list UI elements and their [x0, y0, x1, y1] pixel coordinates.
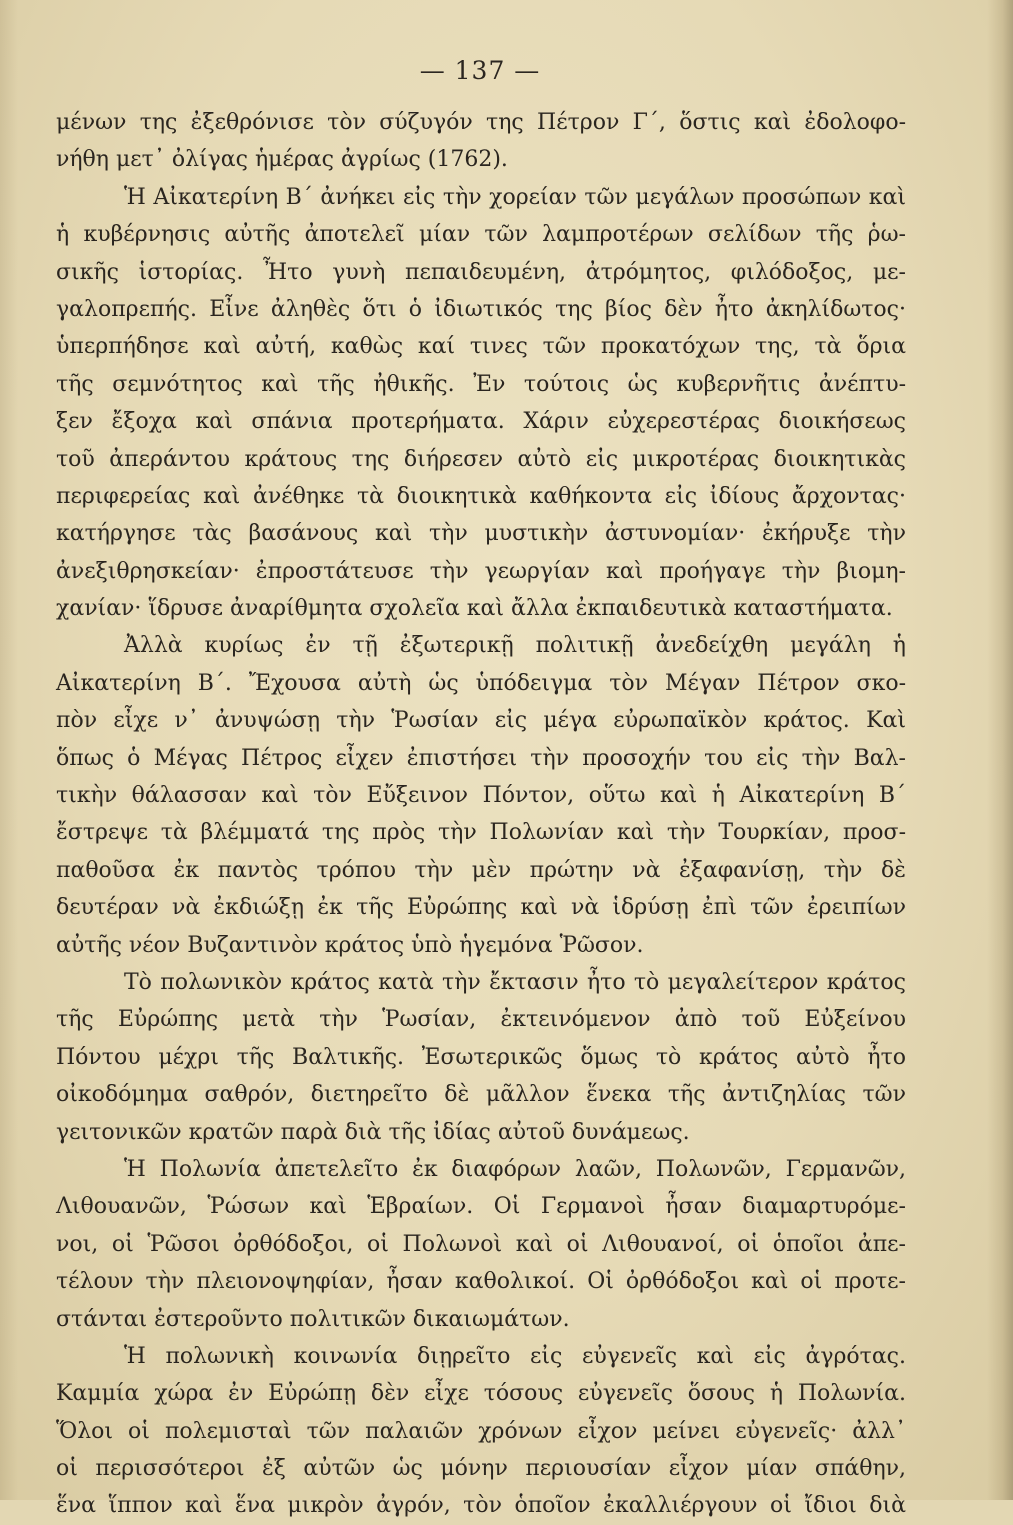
text-line: Πόντου μέχρι τῆς Βαλτικῆς. Ἐσωτερικῶς ὅμως τὸ κράτος αὐτὸ ἦτο: [56, 1044, 906, 1070]
body-text: [56, 104, 906, 1525]
text-line: τῆς Εὐρώπης μετὰ τὴν Ῥωσίαν, ἐκτεινόμενον ἀπὸ τοῦ Εὐξείνου: [56, 1007, 906, 1033]
text-line: σικῆς ἱστορίας. Ἦτο γυνὴ πεπαιδευμένη, ἀτρόμητος, φιλόδοξος, με-: [56, 259, 906, 285]
text-line: τοῦ ἀπεράντου κράτους της διήρεσεν αὐτὸ εἰς μικροτέρας διοικητικὰς: [56, 446, 906, 472]
text-line: περιφερείας καὶ ἀνέθηκε τὰ διοικητικὰ καθήκοντα εἰς ἰδίους ἄρχοντας·: [56, 483, 906, 509]
text-line: ἔστρεψε τὰ βλέμματά της πρὸς τὴν Πολωνίαν καὶ τὴν Τουρκίαν, προσ-: [56, 820, 906, 846]
text-line: νήθη μετ᾽ ὀλίγας ἡμέρας ἀγρίως (1762).: [56, 147, 508, 173]
text-line: Ἀλλὰ κυρίως ἐν τῇ ἐξωτερικῇ πολιτικῇ ἀνεδείχθη μεγάλη ἡ: [124, 633, 906, 659]
text-line: Ἡ Αἰκατερίνη Β΄ ἀνήκει εἰς τὴν χορείαν τῶν μεγάλων προσώπων καὶ: [124, 184, 906, 210]
text-line: Τὸ πολωνικὸν κράτος κατὰ τὴν ἔκτασιν ἦτο τὸ μεγαλείτερον κράτος: [124, 969, 906, 995]
text-line: Λιθουανῶν, Ῥώσων καὶ Ἑβραίων. Οἱ Γερμανοὶ ἦσαν διαμαρτυρόμε-: [56, 1194, 906, 1220]
text-line: τῆς σεμνότητος καὶ τῆς ἠθικῆς. Ἐν τούτοις ὡς κυβερνῆτις ἀνέπτυ-: [56, 371, 906, 397]
text-line: ἀνεξιθρησκείαν· ἐπροστάτευσε τὴν γεωργίαν καὶ προήγαγε τὴν βιομη-: [56, 558, 906, 584]
page-number: — 137 —: [419, 56, 541, 85]
text-line: γειτονικῶν κρατῶν παρὰ διὰ τῆς ἰδίας αὐτοῦ δυνάμεως.: [56, 1119, 690, 1145]
text-line: Ἡ πολωνικὴ κοινωνία διῃρεῖτο εἰς εὐγενεῖς καὶ εἰς ἀγρότας.: [124, 1343, 906, 1369]
text-line: νοι, οἱ Ῥῶσοι ὀρθόδοξοι, οἱ Πολωνοὶ καὶ οἱ Λιθουανοί, οἱ ὁποῖοι ἀπε-: [56, 1231, 906, 1257]
text-line: κατήργησε τὰς βασάνους καὶ τὴν μυστικὴν ἀστυνομίαν· ἐκήρυξε τὴν: [56, 521, 906, 547]
text-line: Καμμία χώρα ἐν Εὐρώπῃ δὲν εἶχε τόσους εὐγενεῖς ὅσους ἡ Πολωνία.: [56, 1381, 906, 1407]
text-line: ὅπως ὁ Μέγας Πέτρος εἶχεν ἐπιστήσει τὴν προσοχήν του εἰς τὴν Βαλ-: [56, 745, 906, 771]
text-line: ἕνα ἵππον καὶ ἕνα μικρὸν ἀγρόν, τὸν ὁποῖον ἐκαλλιέργουν οἱ ἴδιοι διὰ: [56, 1493, 906, 1519]
text-line: πὸν εἶχε ν᾽ ἀνυψώσῃ τὴν Ῥωσίαν εἰς μέγα εὐρωπαϊκὸν κράτος. Καὶ: [56, 708, 906, 734]
text-line: στάνται ἐστεροῦντο πολιτικῶν δικαιωμάτων.: [56, 1306, 570, 1332]
text-line: δευτέραν νὰ ἐκδιώξῃ ἐκ τῆς Εὐρώπης καὶ νὰ ἱδρύσῃ ἐπὶ τῶν ἐρειπίων: [56, 895, 906, 921]
text-line: Ἡ Πολωνία ἀπετελεῖτο ἐκ διαφόρων λαῶν, Πολωνῶν, Γερμανῶν,: [124, 1156, 906, 1182]
text-line: ὑπερπήδησε καὶ αὐτή, καθὼς καί τινες τῶν προκατόχων της, τὰ ὅρια: [56, 334, 906, 360]
text-line: ἡ κυβέρνησις αὐτῆς ἀποτελεῖ μίαν τῶν λαμπροτέρων σελίδων τῆς ῥω-: [56, 222, 906, 248]
page-left-shadow: [0, 0, 18, 1500]
text-line: Αἰκατερίνη Β΄. Ἔχουσα αὐτὴ ὡς ὑπόδειγμα τὸν Μέγαν Πέτρον σκο-: [56, 670, 906, 696]
text-line: αὐτῆς νέον Βυζαντινὸν κράτος ὑπὸ ἡγεμόνα Ῥῶσον.: [56, 932, 644, 958]
text-line: Ὅλοι οἱ πολεμισταὶ τῶν παλαιῶν χρόνων εἶχον μείνει εὐγενεῖς· ἀλλ᾽: [56, 1418, 906, 1444]
text-line: μένων της ἐξεθρόνισε τὸν σύζυγόν της Πέτρον Γ΄, ὅστις καὶ ἐδολοφο-: [56, 110, 906, 135]
text-line: οἱ περισσότεροι ἐξ αὐτῶν ὡς μόνην περιουσίαν εἶχον μίαν σπάθην,: [56, 1456, 906, 1482]
text-line: παθοῦσα ἐκ παντὸς τρόπου τὴν μὲν πρώτην νὰ ἐξαφανίσῃ, τὴν δὲ: [56, 857, 906, 883]
text-line: γαλοπρεπής. Εἶνε ἀληθὲς ὅτι ὁ ἰδιωτικός της βίος δὲν ἦτο ἀκηλίδωτος·: [56, 296, 906, 322]
page-right-shadow: [987, 0, 1013, 1500]
text-line: οἰκοδόμημα σαθρόν, διετηρεῖτο δὲ μᾶλλον ἕνεκα τῆς ἀντιζηλίας τῶν: [56, 1082, 906, 1108]
text-line: χανίαν· ἵδρυσε ἀναρίθμητα σχολεῖα καὶ ἄλλα ἐκπαιδευτικὰ καταστήματα.: [56, 596, 893, 622]
text-line: τέλουν τὴν πλειονοψηφίαν, ἦσαν καθολικοί. Οἱ ὀρθόδοξοι καὶ οἱ προτε-: [56, 1269, 906, 1295]
text-line: ξεν ἔξοχα καὶ σπάνια προτερήματα. Χάριν εὐχερεστέρας διοικήσεως: [56, 409, 906, 435]
text-line: τικὴν θάλασσαν καὶ τὸν Εὔξεινον Πόντον, οὕτω καὶ ἡ Αἰκατερίνη Β΄: [56, 783, 906, 809]
